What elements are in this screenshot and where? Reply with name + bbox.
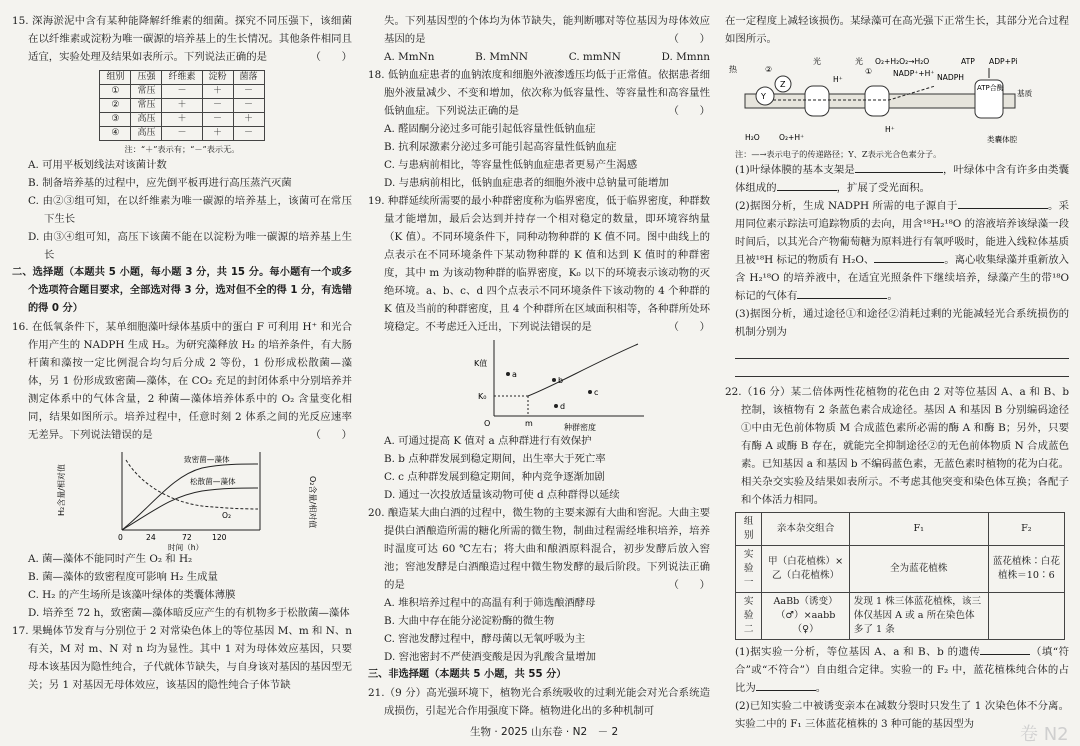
y-label: Y: [761, 92, 766, 101]
heat-label: 热: [729, 65, 737, 74]
series-dense-line: [122, 464, 258, 530]
nadph-label: NADPH: [937, 73, 965, 82]
atp-label: ATP: [961, 57, 975, 66]
q21-part2: (2)据图分析，生成 NADPH 所需的电子源自于 。采用同位素示踪法可追踪物质的去向，用含¹⁸H₂¹⁸O 的溶液培养该绿藻一段时间后，以其光合产物葡萄糖为原料进行有氧呼吸时，能进入线粒体基质且被¹⁸H 标记的物质有 H₂O、 。离心收集绿藻并重新放入含 H₂¹⁸O 的培养液中，在适宜光照条件下继续培养，绿藻产生的带¹⁸O 标记的气体有 。: [725, 197, 1069, 305]
h2o-label: H₂O: [745, 133, 760, 142]
q18-stem: 18. 低钠血症患者的血钠浓度和细胞外液渗透压均低于正常值。依据患者细胞外液量减少、不变和增加，依次称为低容量性、等容量性和高容量性低钠血症。下列说法正确的是 （ ）: [368, 69, 710, 117]
x-tick: 0: [118, 533, 123, 542]
q16-option-a: A. 菌—藻体不能同时产生 O₂ 和 H₂: [28, 553, 193, 565]
legend-o2: O₂: [222, 511, 232, 520]
y-axis-label: K值: [474, 359, 488, 368]
table-row: ② 常压 ＋ － －: [100, 99, 264, 113]
q20-option-c: C. 窖池发酵过程中，酵母菌以无氧呼吸为主: [384, 633, 586, 645]
q22-table: 组别 亲本杂交组合 F₁ F₂ 实验一 甲（白花植株）×乙（白花植株） 全为蓝花植株 蓝花植株∶白花植株＝10∶6 实验二 AaBb（诱变）（♂）×aabb（♀） 发现 1 株三体蓝花植株，该三体仅基因 A 或 a 所在染色体多了 1 条: [735, 512, 1065, 640]
q21-part1: (1)叶绿体膜的基本支架是 ，叶绿体中含有许多由类囊体组成的 ，扩展了受光面积。: [725, 161, 1069, 197]
stroma-label: 基质: [1017, 89, 1033, 98]
answer-line: [735, 341, 1069, 359]
legend-loose: 松散菌—藻体: [190, 477, 236, 486]
q15-option-b: B. 制备培养基的过程中，应先倒平板再进行高压蒸汽灭菌: [28, 177, 292, 189]
q18-option-a: A. 醛固酮分泌过多可能引起低容量性低钠血症: [384, 123, 596, 135]
q15-table: 组别 压强 纤维素 淀粉 菌落 ① 常压 － ＋ － ② 常压 ＋ － － ③ 高压 ＋ － ＋ ④ 高压 － ＋ －: [99, 70, 264, 141]
section-2-heading: 二、选择题（本题共 5 小题，每小题 3 分，共 15 分。每小题有一个或多个选项符合题目要求，全部选对得 3 分，选对但不全的得 1 分，有选错的得 0 分）: [12, 267, 352, 314]
k-curve: [528, 344, 638, 396]
adp-label: ADP+Pi: [989, 57, 1018, 66]
q16-option-b: B. 菌—藻体的致密程度可影响 H₂ 生成量: [28, 571, 218, 583]
q16-stem: 16. 在低氧条件下，某单细胞藻叶绿体基质中的蛋白 F 可利用 H⁺ 和光合作用产生的 NADPH 生成 H₂。为研究藻释放 H₂ 的培养条件，有大肠杆菌和藻按一定比例混合均匀后分成 2 等份，1 份形成松散菌—藻体，另 1 份形成致密菌—藻体，在 CO₂ 充足的封闭体系中分别培养并测定体系中的气体含量，2 种菌—藻体培养体系中的 O₂ 含量变化相同，结果如图所示。培养过程中，任意时刻 2 体系之间的光反应速率无差异。下列说法错误的是 （ ）: [12, 321, 352, 441]
x-tick: 120: [212, 533, 227, 542]
q22-stem: 22.（16 分）某二倍体两性花植物的花色由 2 对等位基因 A、a 和 B、b 控制，该植物有 2 条蓝色素合成途径。基因 A 和基因 B 分别编码途径①中由无色前体物质 M 合成蓝色素所必需的酶 A 和酶 B；另外，只要有酶 A 或酶 B 存在，就能完全抑制途径②的无色前体物质 N 合成蓝色素。已知基因 a 和基因 b 不编码蓝色素，无蓝色素时植物的花为白花。相关杂交实验及结果如表所示。不考虑其他突变和染色体互换；各配子和个体活力相同。: [725, 386, 1069, 506]
light-label-2: 光: [855, 57, 863, 66]
q22-part2: (2)已知实验二中被诱变亲本在减数分裂时只发生了 1 次染色体不分离。实验二中的 F₁ 三体蓝花植株的 3 种可能的基因型为: [735, 700, 1069, 730]
x-axis-label: 种群密度: [564, 423, 596, 432]
table-row: 实验一 甲（白花植株）×乙（白花植株） 全为蓝花植株 蓝花植株∶白花植株＝10∶6: [736, 546, 1065, 593]
point-b: [552, 378, 556, 382]
q19-option-a: A. 可通过提高 K 值对 a 点种群进行有效保护: [384, 435, 592, 447]
eq2-label: NADP⁺+H⁺: [893, 69, 935, 78]
q21-stem-cont: 在一定程度上减轻该损伤。某绿藻可在高光强下正常生长，其部分光合过程如图所示。: [725, 15, 1069, 45]
q15-option-a: A. 可用平板划线法对该菌计数: [28, 159, 167, 171]
q16-chart: [57, 446, 317, 552]
pathway-1-label: ①: [865, 67, 873, 76]
q17-options: [368, 48, 710, 66]
q19-stem: 19. 种群延续所需要的最小种群密度称为临界密度，低于临界密度，种群数量才能增加，最后会达到并持存一个相对稳定的数量，即环境容纳量（K 值）。不同环境条件下，同种动物种群的 K 值不同。图中曲线上的点表示在不同环境条件下某动物种群的 K 值和达到 K 值时的种群密度，其中 m 为该动物种群的临界密度，K₀ 以下的环境表示该动物的灭绝环境。a、b、c、d 四个点表示不同环境条件下该动物的 4 个种群的 K 值及当前的种群密度，且 4 个种群所在区域面积相等，各种群所处环境稳定。不考虑迁入迁出，下列说法错误的是 （ ）: [368, 195, 710, 333]
q18-option-d: D. 与患病前相比，低钠血症患者的细胞外液中总钠量可能增加: [384, 177, 669, 189]
synthase-label: ATP合酶: [977, 84, 1004, 92]
q20-stem: 20. 酿造某大曲白酒的过程中，微生物的主要来源有大曲和窖泥。大曲主要提供白酒酿造所需的糖化所需的微生物，制曲过程需经堆积培养，培养时温度可达 60 ℃左右；将大曲和酿酒原料混合，初步发酵后放入窖池；窖池发酵是白酒酿造过程中微生物发酵的最后阶段。下列说法正确的是 （ ）: [368, 507, 710, 591]
h-label-2: H⁺: [885, 125, 895, 134]
q19-option-c: C. c 点种群发展到稳定期间，种内竞争逐渐加剧: [384, 471, 605, 483]
h-label-1: H⁺: [833, 75, 843, 84]
point-c: [588, 390, 592, 394]
protein-complex-2: [865, 86, 889, 116]
z-label: Z: [780, 80, 786, 89]
section-3-heading: 三、非选择题（本题共 5 小题，共 55 分）: [368, 669, 567, 680]
q18-option-c: C. 与患病前相比，等容量性低钠血症患者更易产生渴感: [384, 159, 638, 171]
table-row: ① 常压 － ＋ －: [100, 85, 264, 99]
point-d: [554, 404, 558, 408]
q15-note: 注：“＋”表示有；“－”表示无。: [124, 144, 240, 154]
pathway-2-label: ②: [765, 65, 773, 74]
q15-option-d: D. 由③④组可知，高压下该菌不能在以淀粉为唯一碳源的培养基上生长: [28, 231, 352, 261]
q17-stem: 17. 果蝇体节发育与分别位于 2 对常染色体上的等位基因 M、m 和 N、n 有关，M 对 m、N 对 n 均为显性。其中 1 对为母体效应基因，只要母本该基因为隐性纯合，子代就体节缺失，与自身该对基因的基因型无关；另 1 对基因无母体效应，该基因的隐性纯合子体节缺: [12, 625, 352, 691]
x-axis-label: 时间（h）: [168, 543, 204, 552]
table-row: ③ 高压 ＋ － ＋: [100, 113, 264, 127]
q15-stem: 15. 深海淤泥中含有某种能降解纤维素的细菌。探究不同压强下，该细菌在以纤维素或淀粉为唯一碳源的培养基上的生长情况。其他条件相同且适宜，实验处理及结果如表所示。下列说法正确的是 （ ）: [12, 15, 352, 63]
eq1-label: O₂+H₂O₂→H₂O: [875, 57, 930, 66]
protein-complex-1: [805, 86, 829, 116]
q16-option-d: D. 培养至 72 h，致密菌—藻体暗反应产生的有机物多于松散菌—藻体: [28, 607, 350, 619]
q19-option-d: D. 通过一次投放适量该动物可使 d 点种群得以延续: [384, 489, 620, 501]
y2-axis-label: O₂含量/相对值: [308, 476, 317, 529]
point-d-label: d: [560, 402, 566, 411]
watermark: 卷 N2: [1020, 724, 1069, 745]
q20-option-d: D. 窖池密封不严使酒变酸是因为乳酸含量增加: [384, 651, 596, 663]
point-c-label: c: [594, 388, 599, 397]
q21-stem: 21.（9 分）高光强环境下，植物光合系统吸收的过剩光能会对光合系统造成损伤，引起光合作用强度下降。植物进化出的多种机制可: [368, 687, 710, 717]
k0-label: K₀: [478, 392, 487, 401]
light-label-1: 光: [813, 57, 821, 66]
q19-option-b: B. b 点种群发展到稳定期间，出生率大于死亡率: [384, 453, 606, 465]
q17-stem-cont: 失。下列基因型的个体均为体节缺失，能判断哪对等位基因为母体效应基因的是 （ ）: [384, 15, 710, 45]
lumen-label: 类囊体腔: [987, 135, 1018, 144]
q21-diagram: [725, 50, 1065, 148]
q15-option-c: C. 由②③组可知，在以纤维素为唯一碳源的培养基上，该菌可在常压下生长: [28, 195, 352, 225]
q21-part3: (3)据图分析，通过途径①和途径②消耗过剩的光能减轻光合系统损伤的机制分别为: [735, 308, 1069, 338]
column-middle: [368, 12, 710, 720]
table-row: ④ 高压 － ＋ －: [100, 127, 264, 141]
q17-option-d: D. Mmnn: [661, 51, 710, 63]
q21-note: 注：—→表示电子的传递路径；Y、Z表示光合色素分子。: [735, 149, 942, 159]
x-tick: 24: [146, 533, 156, 542]
x-tick: 72: [182, 533, 192, 542]
q19-chart: [468, 336, 648, 432]
q20-option-a: A. 堆积培养过程中的高温有利于筛选酿酒酵母: [384, 597, 596, 609]
q20-option-b: B. 大曲中存在能分泌淀粉酶的微生物: [384, 615, 555, 627]
point-a: [506, 372, 510, 376]
legend-dense: 致密菌—藻体: [184, 455, 230, 464]
column-left: [12, 12, 352, 694]
column-right: [725, 12, 1069, 733]
answer-line: [735, 359, 1069, 377]
q17-option-b: B. MmNN: [475, 51, 529, 63]
point-b-label: b: [558, 376, 564, 385]
q17-option-c: C. mmNN: [568, 51, 621, 63]
origin-label: O: [484, 419, 491, 428]
page-footer: 生物 · 2025 山东卷 · N2 － 2: [470, 726, 619, 738]
q18-option-b: B. 抗利尿激素分泌过多可能引起高容量性低钠血症: [384, 141, 617, 153]
o2-label: O₂+H⁺: [779, 133, 805, 142]
point-a-label: a: [512, 370, 517, 379]
y1-axis-label: H₂含量/相对值: [57, 464, 66, 516]
q16-option-c: C. H₂ 的产生场所是该藻叶绿体的类囊体薄膜: [28, 589, 236, 601]
q22-part1: (1)据实验一分析，等位基因 A、a 和 B、b 的遗传 （填“符合”或“不符合”）自由组合定律。实验一的 F₂ 中，蓝花植株纯合体的占比为 。: [725, 643, 1069, 697]
q17-option-a: A. MmNn: [384, 51, 435, 63]
table-row: 实验二 AaBb（诱变）（♂）×aabb（♀） 发现 1 株三体蓝花植株，该三体仅基因 A 或 a 所在染色体多了 1 条: [736, 593, 1065, 640]
m-label: m: [525, 419, 533, 428]
